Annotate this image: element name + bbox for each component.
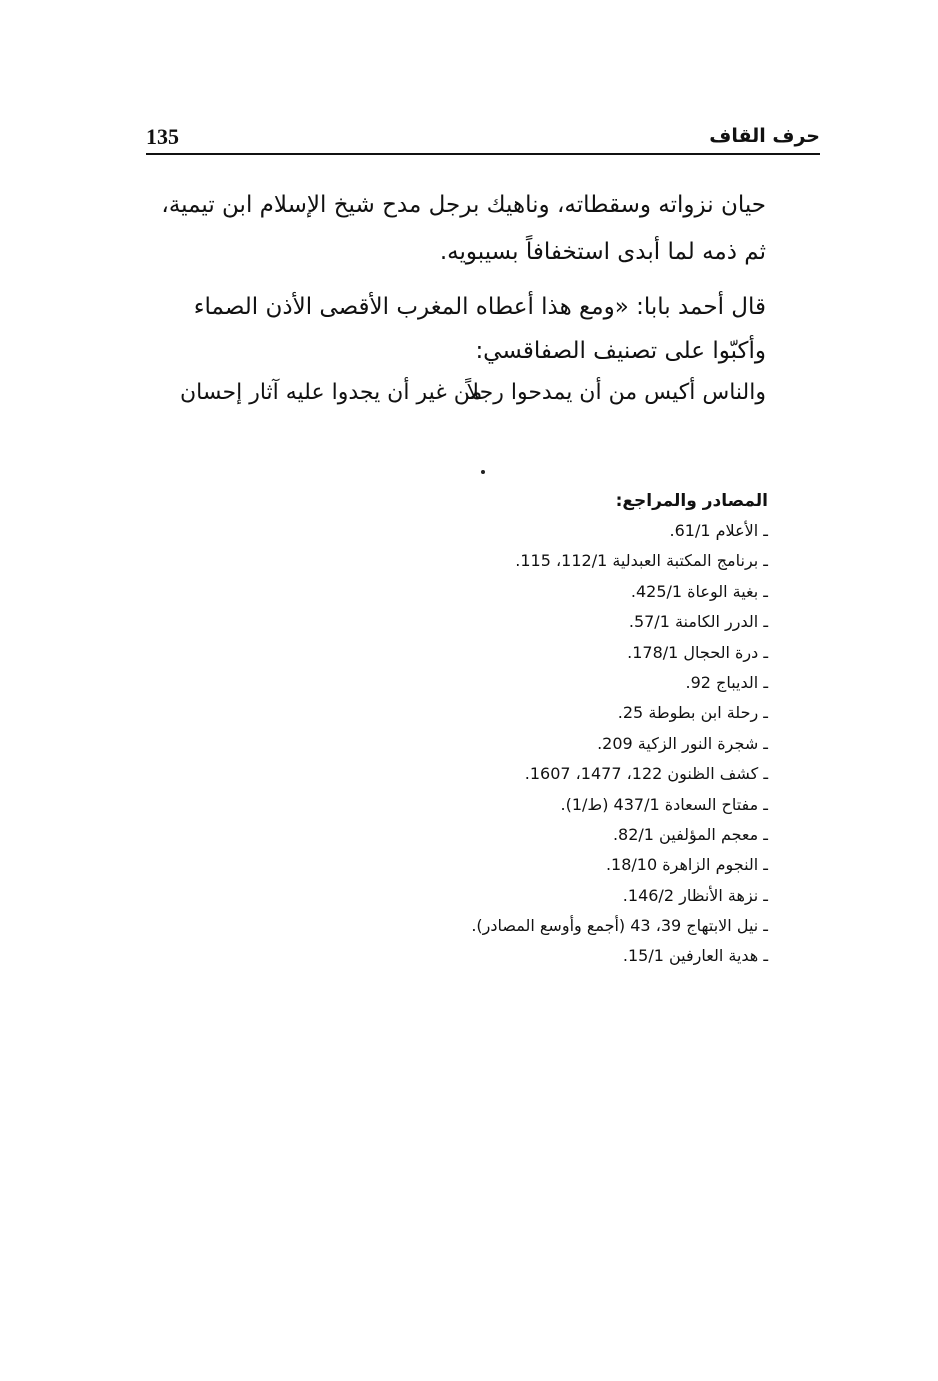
reference-item: ـ النجوم الزاهرة 18/10.	[605, 855, 768, 875]
references-list	[471, 516, 768, 972]
verse-first-hemistich: والناس أكيس من أن يمدحوا رجلاً	[466, 380, 766, 405]
page-number: 135	[146, 124, 179, 149]
reference-item: ـ هدية العارفين 15/1.	[622, 946, 768, 966]
reference-item: ـ الدرر الكامنة 57/1.	[628, 612, 768, 632]
reference-item: ـ الأعلام 61/1.	[669, 521, 768, 540]
body-line-1: حيان نزواته وسقطاته، وناهيك برجل مدح شيخ الإسلام ابن تيمية،	[161, 192, 766, 218]
reference-item: ـ الديباج 92.	[685, 672, 768, 692]
references-heading: المصادر والمراجع:	[615, 491, 768, 511]
reference-item: ـ رحلة ابن بطوطة 25.	[617, 703, 768, 723]
references-section	[471, 486, 768, 972]
page-header	[146, 118, 820, 152]
reference-item: ـ شجرة النور الزكية 209.	[597, 733, 768, 753]
reference-item: ـ كشف الظنون 122، 1477، 1607.	[524, 764, 768, 784]
reference-item: ـ معجم المؤلفين 82/1.	[612, 824, 768, 844]
reference-item: ـ نزهة الأنظار 146/2.	[622, 885, 768, 905]
reference-item: ـ مفتاح السعادة 437/1 (ط/1).	[560, 794, 768, 814]
stray-dot	[481, 470, 485, 474]
body-line-4: وأكبّوا على تصنيف الصفاقسي:	[475, 338, 766, 364]
verse-second-hemistich: من غير أن يجدوا عليه آثار إحسان	[180, 380, 483, 405]
reference-item: ـ بغية الوعاة 425/1.	[630, 581, 768, 601]
body-line-3: قال أحمد بابا: «ومع هذا أعطاه المغرب الأقصى الأذن الصماء	[193, 294, 766, 320]
poem-verse	[180, 378, 766, 410]
reference-item: ـ درة الحجال 178/1.	[627, 642, 768, 662]
reference-item: ـ نيل الابتهاج 39، 43 (أجمع وأوسع المصادر).	[471, 916, 768, 936]
running-head: حرف القاف	[709, 125, 820, 147]
reference-item: ـ برنامج المكتبة العبدلية 112/1، 115.	[515, 551, 768, 571]
header-rule	[146, 153, 820, 155]
body-line-2: ثم ذمه لما أبدى استخفافاً بسيبويه.	[439, 239, 766, 265]
